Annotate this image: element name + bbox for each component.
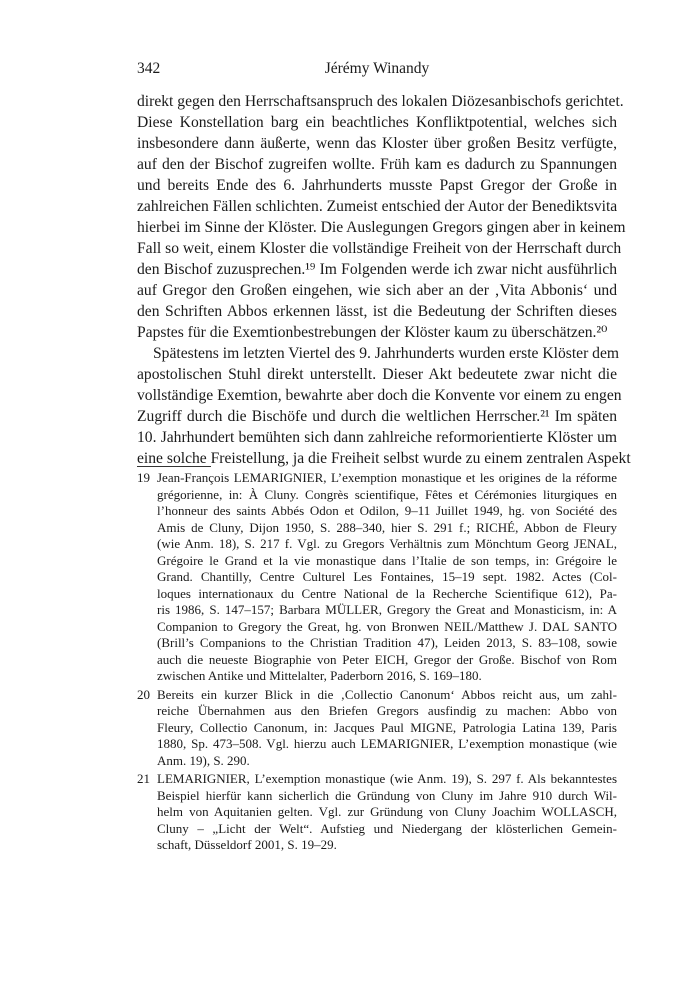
footnote-line: Cluny – „Licht der Welt“. Aufstieg und Niedergang der klösterlichen Gemein- (157, 820, 617, 836)
footnotes (137, 470, 617, 856)
body-line: zahlreichen Fällen schlichten. Zumeist entschied der Autor der Benediktsvita (137, 198, 618, 215)
footnote-line: l’honneur des saints Abbés Odon et Odilon, 9–11 Juillet 1949, hg. von Société des (157, 503, 617, 518)
running-head: Jérémy Winandy (324, 60, 430, 77)
body-line: und bereits Ende des 6. Jahrhunderts musste Papst Gregor der Große in (137, 177, 617, 194)
footnote-line: (wie Anm. 18), S. 217 f. Vgl. zu Gregors Verhältnis zum Mönchtum Georg JENAL, (157, 536, 617, 551)
body-line: Spätestens im letzten Viertel des 9. Jahrhunderts wurden erste Klöster dem (153, 345, 620, 362)
footnote-line: Jean-François LEMARIGNIER, L’exemption monastique et les origines de la réforme (157, 470, 617, 485)
footnote-line: Bereits ein kurzer Blick in die ‚Collectio Canonum‘ Abbos reicht aus, um zahl- (157, 686, 617, 702)
body-line: direkt gegen den Herrschaftsanspruch des lokalen Diözesanbischofs gerichtet. (137, 93, 624, 110)
body-line: hierbei im Sinne der Klöster. Die Auslegungen Gregors gingen aber in keinem (137, 219, 626, 236)
footnote-line: Amis de Cluny, Dijon 1950, S. 288–340, hier S. 291 f.; RICHÉ, Abbon de Fleury (157, 519, 617, 535)
body-line: Diese Konstellation barg ein beachtliches Konfliktpotential, welches sich (137, 114, 617, 131)
footnote-line: loques internationaux du Centre National de la Recherche Scientifique 612), Pa- (157, 585, 617, 601)
footnote-19 (137, 470, 617, 685)
body-line: auf den der Bischof zugreifen wollte. Früh kam es dadurch zu Spannungen (137, 156, 617, 173)
footnote-line: auch die neueste Biographie von Peter EICH, Gregor der Große. Bischof von Rom (157, 651, 617, 667)
body-line: eine solche Freistellung, ja die Freiheit selbst wurde zu einem zentralen Aspekt (137, 450, 631, 467)
footnote-line: zwischen Antike und Mittelalter, Paderborn 2016, S. 169–180. (157, 668, 482, 683)
footnote-line: Grand. Chantilly, Centre Culturel Les Fontaines, 15–19 sept. 1982. Actes (Col- (157, 569, 617, 584)
footnote-line: reiche Übernahmen aus den Briefen Gregors ausfindig zu machen: Abbo von (157, 703, 617, 718)
body-line: 10. Jahrhundert bemühten sich dann zahlreiche reformorientierte Klöster um (137, 429, 617, 446)
page-number: 342 (137, 60, 161, 77)
footnote-line: Beispiel hierfür kann sicherlich die Gründung von Cluny im Jahre 910 durch Wil- (157, 787, 617, 803)
body-line: Zugriff durch die Bischöfe und durch die weltlichen Herrscher.²¹ Im späten (137, 408, 617, 425)
footnote-number: 20 (137, 686, 150, 702)
footnote-line: ris 1986, S. 147–157; Barbara MÜLLER, Gregory the Great and Monasticism, in: A (157, 602, 617, 617)
body-line: apostolischen Stuhl direkt unterstellt. Dieser Akt bedeutete zwar nicht die (137, 366, 617, 383)
page-header (137, 60, 617, 82)
footnote-line: Anm. 19), S. 290. (157, 752, 250, 768)
body-line: den Schriften Abbos erkennen lässt, ist die Bedeutung der Schriften dieses (137, 303, 617, 320)
body-line: den Bischof zuzusprechen.¹⁹ Im Folgenden werde ich zwar nicht ausführlich (137, 261, 617, 278)
footnote-line: schaft, Düsseldorf 2001, S. 19–29. (157, 837, 337, 852)
body-line: Fall so weit, einem Kloster die vollständige Freiheit von der Herrschaft durch (137, 240, 622, 257)
footnote-line: Grégoire le Grand et la vie monastique dans l’Italie de son temps, in: Grégoire le (157, 552, 617, 568)
body-line: insbesondere dann äußerte, wenn das Kloster über großen Besitz verfügte, (137, 135, 617, 152)
footnote-line: LEMARIGNIER, L’exemption monastique (wie Anm. 19), S. 297 f. Als bekanntestes (157, 771, 617, 786)
footnote-number: 19 (137, 470, 150, 485)
body-text (137, 91, 631, 469)
footnote-number: 21 (137, 771, 150, 786)
body-line: vollständige Exemtion, bewahrte aber doch die Konvente vor einem zu engen (137, 387, 622, 404)
body-line: Papstes für die Exemtionbestrebungen der Klöster kaum zu überschätzen.²⁰ (137, 324, 608, 341)
body-line: auf Gregor den Großen eingehen, wie sich aber an der ‚Vita Abbonis‘ und (137, 282, 617, 299)
footnote-21 (137, 771, 617, 854)
footnote-line: Fleury, Collectio Canonum, in: Jacques Paul MIGNE, Patrologia Latina 139, Paris (157, 719, 617, 735)
footnote-line: helm von Aquitanien gelten. Vgl. zur Gründung von Cluny Joachim WOLLASCH, (157, 804, 617, 819)
footnote-line: (Brill’s Companions to the Christian Tradition 47), Leiden 2013, S. 83–108, sowie (157, 635, 617, 650)
footnote-line: Companion to Gregory the Great, hg. von Bronwen NEIL/Matthew J. DAL SANTO (157, 618, 617, 634)
footnote-20 (137, 687, 617, 770)
footnote-line: 1880, Sp. 473–508. Vgl. hierzu auch LEMARIGNIER, L’exemption monastique (wie (157, 736, 617, 751)
footnote-line: grégorienne, in: À Cluny. Congrès scientifique, Fêtes et Cérémonies liturgiques en (157, 486, 617, 502)
footnote-rule (137, 466, 211, 467)
